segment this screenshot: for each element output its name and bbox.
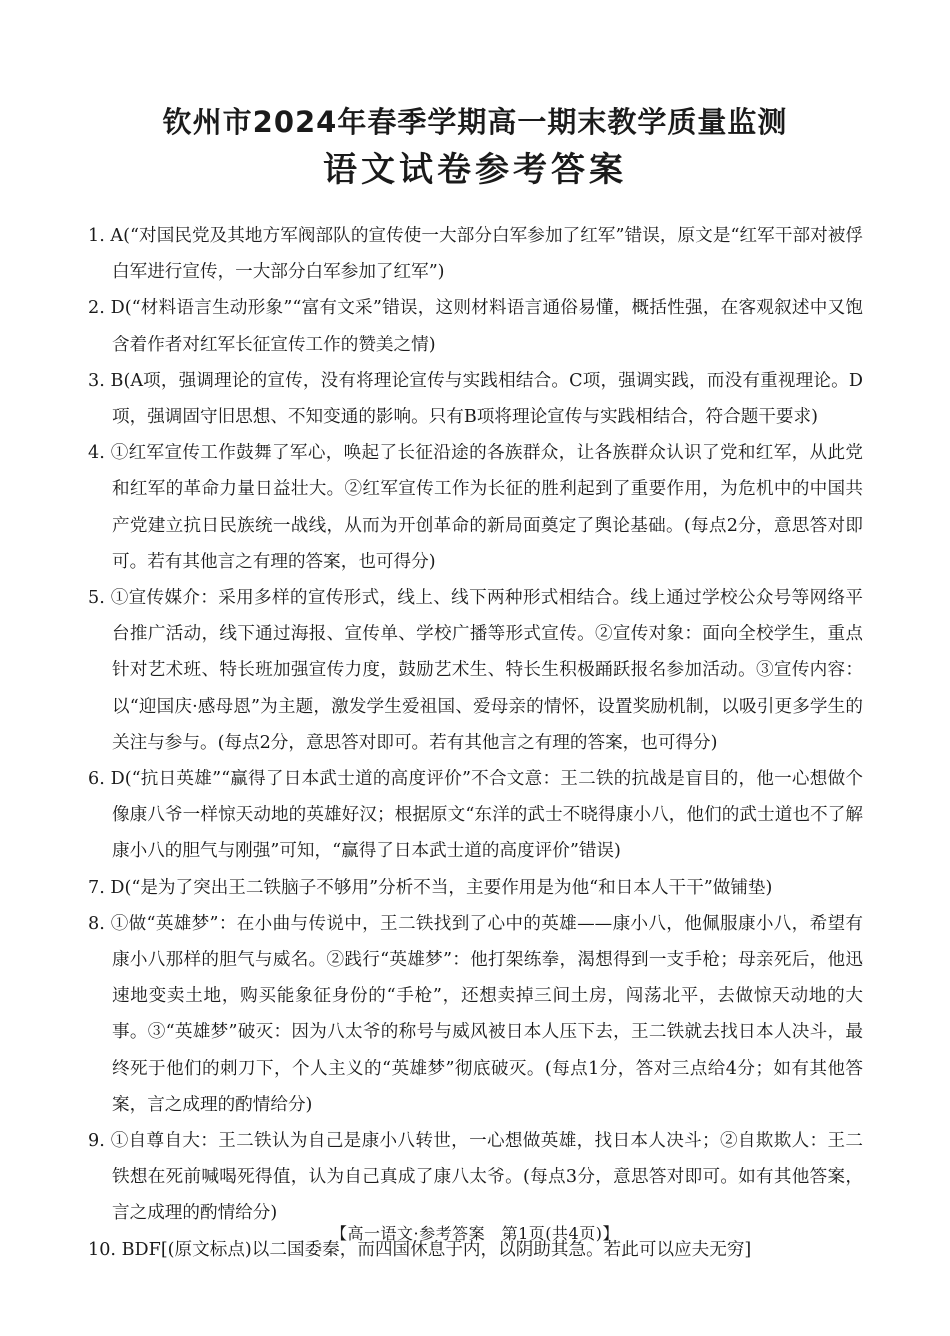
answer-item-2: 2. D(“材料语言生动形象”“富有文采”错误，这则材料语言通俗易懂，概括性强，在客观叙述中又饱含着作者对红军长征宣传工作的赞美之情): [88, 298, 863, 355]
answer-item-6: 6. D(“抗日英雄”“赢得了日本武士道的高度评价”不合文意：王二铁的抗战是盲目的，他一心想做个像康八爷一样惊天动地的英雄好汉；根据原文“东洋的武士不晓得康小八，他们的武士道也不了解康小八的胆气与刚强”可知，“赢得了日本武士道的高度评价”错误): [88, 769, 863, 862]
page-title: 钦州市2024年春季学期高一期末教学质量监测: [162, 105, 788, 139]
answer-item-5: 5. ①宣传媒介：采用多样的宣传形式，线上、线下两种形式相结合。线上通过学校公众号等网络平台推广活动，线下通过海报、宣传单、学校广播等形式宣传。②宣传对象：面向全校学生，重点针对艺术班、特长班加强宣传力度，鼓励艺术生、特长生积极踊跃报名参加活动。③宣传内容：以“迎国庆·感母恩”为主题，激发学生爱祖国、爱母亲的情怀，设置奖励机制，以吸引更多学生的关注与参与。(每点2分，意思答对即可。若有其他言之有理的答案，也可得分): [88, 588, 863, 753]
answer-item-4: 4. ①红军宣传工作鼓舞了军心，唤起了长征沿途的各族群众，让各族群众认识了党和红军，从此党和红军的革命力量日益壮大。②红军宣传工作为长征的胜利起到了重要作用，为危机中的中国共产党建立抗日民族统一战线，从而为开创革命的新局面奠定了舆论基础。(每点2分，意思答对即可。若有其他言之有理的答案，也可得分): [88, 443, 863, 572]
answer-list: [88, 218, 863, 1268]
page-footer: 【高一语文·参考答案 第1页(共4页)】: [331, 1224, 619, 1243]
answer-item-7: 7. D(“是为了突出王二铁脑子不够用”分析不当，主要作用是为他“和日本人干干”做铺垫): [88, 877, 773, 898]
answer-item-1: 1. A(“对国民党及其地方军阀部队的宣传使一大部分白军参加了红军”错误，原文是“红军干部对被俘白军进行宣传，一大部分白军参加了红军”): [88, 226, 863, 283]
answer-item-9: 9. ①自尊自大：王二铁认为自己是康小八转世，一心想做英雄，找日本人决斗；②自欺欺人：王二铁想在死前喊喝死得值，认为自己真成了康八太爷。(每点3分，意思答对即可。如有其他答案，言之成理的酌情给分): [88, 1131, 863, 1224]
answer-item-10: 10. BDF[(原文标点)以二国委秦，而四国休息于内，以阴助其急。若此可以应夫无穷]: [88, 1239, 752, 1260]
answer-item-8: 8. ①做“英雄梦”：在小曲与传说中，王二铁找到了心中的英雄——康小八，他佩服康小八，希望有康小八那样的胆气与威名。②践行“英雄梦”：他打架练拳，渴想得到一支手枪；母亲死后，他迅速地变卖土地，购买能象征身份的“手枪”，还想卖掉三间土房，闯荡北平，去做惊天动地的大事。③“英雄梦”破灭：因为八太爷的称号与威风被日本人压下去，王二铁就去找日本人决斗，最终死于他们的刺刀下，个人主义的“英雄梦”彻底破灭。(每点1分，答对三点给4分；如有其他答案，言之成理的酌情给分): [88, 913, 863, 1115]
page-subtitle: 语文试卷参考答案: [323, 150, 627, 190]
answer-item-3: 3. B(A项，强调理论的宣传，没有将理论宣传与实践相结合。C项，强调实践，而没有重视理论。D项，强调固守旧思想、不知变通的影响。只有B项将理论宣传与实践相结合，符合题干要求): [88, 370, 863, 428]
